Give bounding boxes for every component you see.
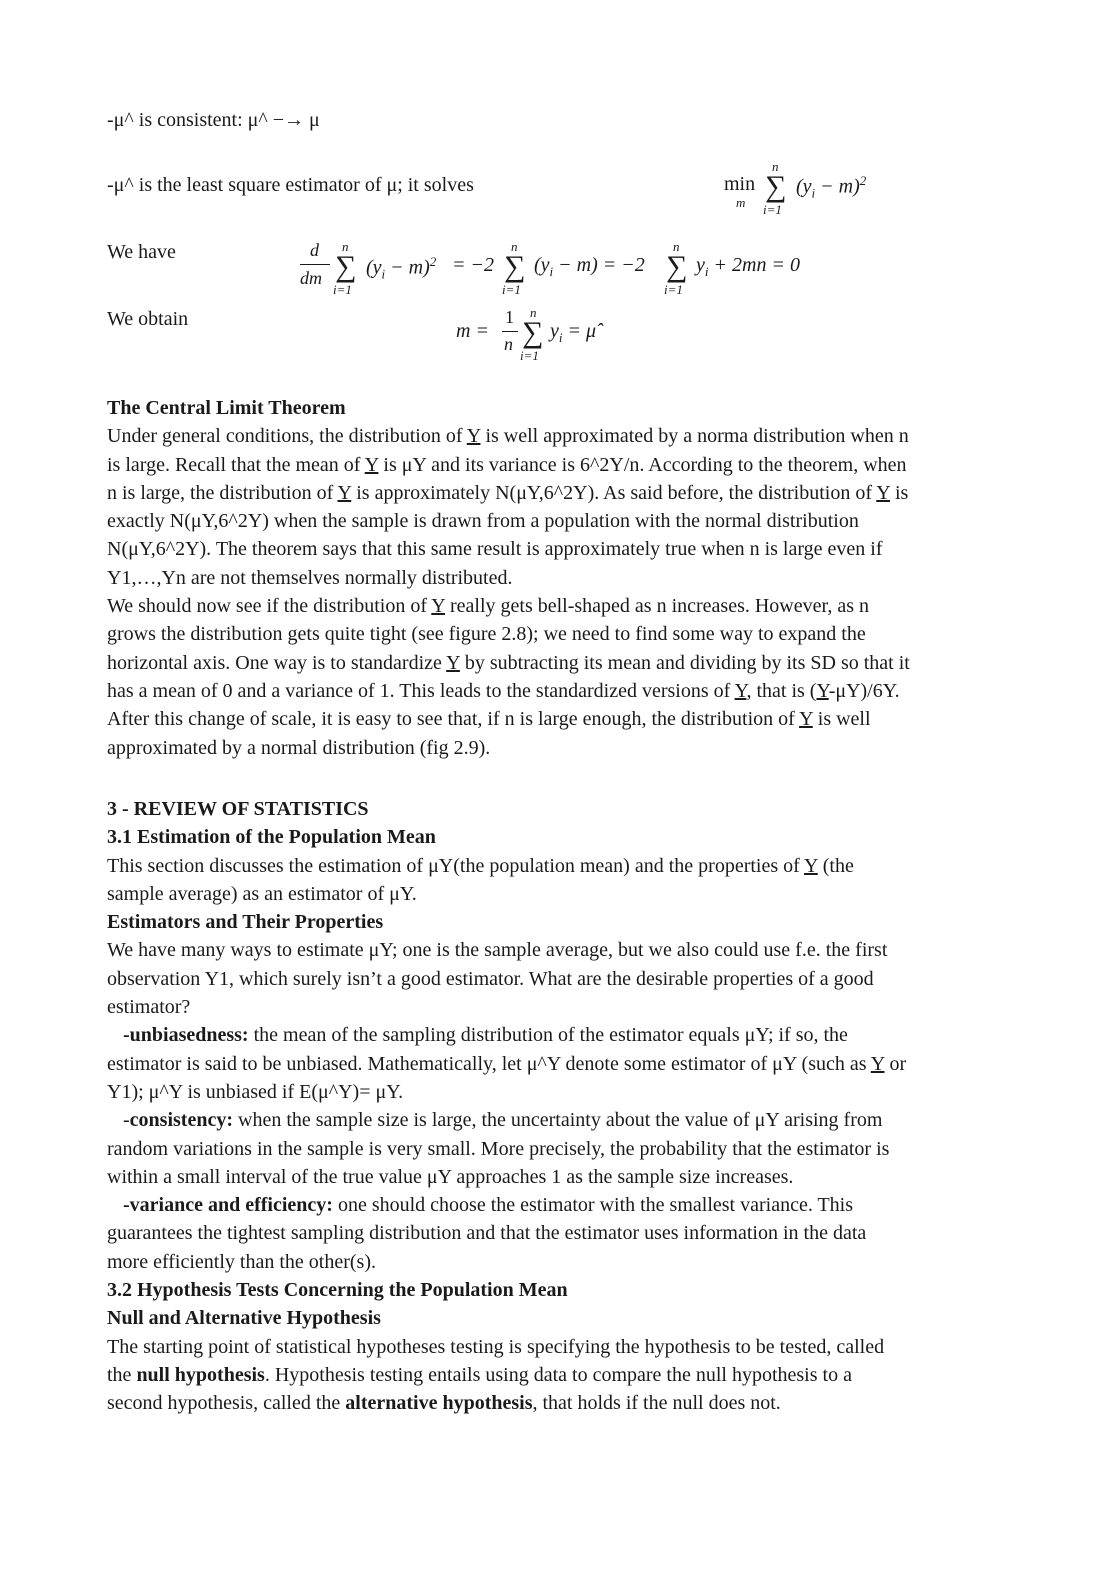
clt-text: grows the distribution gets quite tight (see figure 2.8); we need to find some way to expand the (107, 623, 866, 646)
consistency-line-3: within a small interval of the true value μY approaches 1 as the sample size increases. (107, 1165, 794, 1188)
review-section (107, 795, 1007, 1418)
sample-mean-symbol: Y (816, 679, 829, 702)
sample-mean-symbol: Y (466, 425, 481, 448)
sample-mean-symbol: Y (876, 481, 890, 504)
clt-text: is well approximated by a norma distribution when n (480, 425, 909, 448)
clt-line (107, 705, 1007, 733)
sample-mean-symbol: Y (446, 651, 460, 674)
expr2: = −2 (452, 254, 494, 276)
null-line-2: the null hypothesis. Hypothesis testing entails using data to compare the null hypothesis to a (107, 1363, 852, 1386)
clt-line (107, 677, 1007, 705)
clt-line (107, 479, 1007, 507)
clt-line (107, 451, 1007, 479)
consistent-line: -μ^ is consistent: μ^ −→ μ (107, 109, 320, 131)
clt-line (107, 620, 1007, 648)
clt-body (107, 422, 1007, 762)
clt-text: really gets bell-shaped as n increases. However, as n (444, 595, 870, 618)
sample-mean-symbol: Y (431, 595, 445, 618)
expr4: $y_i + 2mn = 0$ (696, 254, 800, 279)
unbiasedness-line-3: Y1); μ^Y is unbiased if E(μ^Y)= μY. (107, 1080, 404, 1103)
clt-text: is approximately N(μY,6^2Y). As said before, the distribution of (351, 481, 877, 504)
m-equals: m = (456, 320, 489, 342)
dm-denominator: dm (300, 268, 322, 288)
clt-line (107, 507, 1007, 535)
sum4-symbol: ∑ (522, 316, 544, 349)
clt-text: is large. Recall that the mean of (107, 453, 365, 476)
variance-line-2: guarantees the tightest sampling distribution and that the estimator uses information in the data (107, 1222, 867, 1245)
unbiasedness-line-1: -unbiasedness: the mean of the sampling distribution of the estimator equals μY; if so, the (123, 1024, 848, 1047)
n-denominator: n (504, 334, 513, 354)
clt-section (107, 394, 1007, 762)
clt-text: Under general conditions, the distribution of (107, 425, 467, 448)
sum1-lower: i=1 (333, 282, 352, 297)
sum2-lower: i=1 (502, 282, 521, 297)
est-line-1: We have many ways to estimate μY; one is the sample average, but we also could use f.e. the first (107, 939, 888, 962)
min-sub: m (736, 195, 746, 210)
sample-mean-symbol: Y (734, 679, 747, 702)
unbiasedness-line-2: estimator is said to be unbiased. Mathematically, let μ^Y denote some estimator of μY (such as Y or (107, 1052, 907, 1075)
sample-mean-symbol: Y (337, 481, 352, 504)
clt-text: , that is ( (746, 679, 817, 702)
clt-line (107, 564, 1007, 592)
frac-bar (300, 264, 330, 265)
clt-text: approximated by a normal distribution (fig 2.9). (107, 736, 491, 759)
sum3-symbol: ∑ (666, 250, 688, 283)
sample-mean-symbol: Y (364, 453, 379, 476)
clt-line (107, 535, 1007, 563)
sum4-lower: i=1 (520, 348, 539, 363)
one-numerator: 1 (505, 307, 514, 327)
sum-lower: i=1 (763, 202, 782, 217)
null-alt-title: Null and Alternative Hypothesis (107, 1307, 381, 1330)
sum1-upper: n (342, 239, 349, 254)
clt-text: We should now see if the distribution of (107, 595, 432, 618)
clt-text: Y1,…,Yn are not themselves normally distributed. (107, 566, 513, 589)
clt-title: The Central Limit Theorem (107, 397, 346, 419)
clt-text: n is large, the distribution of (107, 481, 338, 504)
clt-text: is μY and its variance is 6^2Y/n. According to the theorem, when (378, 453, 907, 476)
sum3-upper: n (673, 239, 680, 254)
min-label: min (724, 173, 756, 195)
clt-text: -μY)/6Y. (828, 679, 900, 702)
least-square-line: -μ^ is the least square estimator of μ; it solves (107, 174, 474, 196)
consistency-line-2: random variations in the sample is very small. More precisely, the probability that the estimator is (107, 1137, 890, 1160)
sample-mean-symbol: Y (799, 708, 813, 731)
est-line-2: observation Y1, which surely isn’t a good estimator. What are the desirable properties of a good (107, 967, 874, 990)
clt-text: horizontal axis. One way is to standardize (107, 651, 447, 674)
d-numerator: d (310, 240, 319, 260)
clt-line (107, 734, 1007, 762)
sum4-upper: n (530, 305, 537, 320)
min-expr: $(y_i - m)^2$ (796, 173, 867, 201)
mean-frac-bar (502, 331, 518, 332)
clt-text: by subtracting its mean and dividing by its SD so that it (459, 651, 910, 674)
estimators-title: Estimators and Their Properties (107, 911, 384, 934)
sum2-symbol: ∑ (504, 250, 526, 283)
clt-text: exactly N(μY,6^2Y) when the sample is drawn from a population with the normal distribution (107, 510, 859, 533)
we-obtain-label: We obtain (107, 308, 189, 330)
variance-line-3: more efficiently than the other(s). (107, 1250, 376, 1273)
expr3: $(y_i - m) = -2$ (534, 254, 645, 279)
null-line-3: second hypothesis, called the alternative hypothesis, that holds if the null does not. (107, 1392, 781, 1415)
we-have-label: We have (107, 241, 176, 263)
s31-line-2: sample average) as an estimator of μY. (107, 882, 417, 905)
sum3-lower: i=1 (664, 282, 683, 297)
section-3-2-title: 3.2 Hypothesis Tests Concerning the Population Mean (107, 1279, 568, 1302)
sum1-symbol: ∑ (335, 250, 357, 283)
clt-text: N(μY,6^2Y). The theorem says that this same result is approximately true when n is large even if (107, 538, 883, 561)
clt-text: is (889, 481, 909, 504)
null-line-1: The starting point of statistical hypotheses testing is specifying the hypothesis to be tested, called (107, 1335, 885, 1358)
clt-text: is well (812, 708, 871, 731)
clt-line (107, 592, 1007, 620)
section-3-1-title: 3.1 Estimation of the Population Mean (107, 826, 436, 849)
variance-line-1: -variance and efficiency: one should choose the estimator with the smallest variance. This (123, 1194, 854, 1217)
clt-text: has a mean of 0 and a variance of 1. This leads to the standardized versions of (107, 679, 735, 702)
mean-expr: $y_i$ = μ̂ (550, 320, 597, 345)
sum-symbol: ∑ (765, 170, 787, 203)
s31-line-1: This section discusses the estimation of μY(the population mean) and the properties of Y (the (107, 854, 854, 877)
consistency-line-1: -consistency: when the sample size is large, the uncertainty about the value of μY arising from (123, 1109, 883, 1132)
clt-text: After this change of scale, it is easy to see that, if n is large enough, the distribution of (107, 708, 800, 731)
est-line-3: estimator? (107, 996, 191, 1019)
expr1: $(y_i - m)^2$ (366, 254, 437, 282)
sum-upper: n (772, 159, 779, 174)
sum2-upper: n (511, 239, 518, 254)
review-title: 3 - REVIEW OF STATISTICS (107, 798, 369, 820)
clt-line (107, 649, 1007, 677)
clt-line (107, 422, 1007, 450)
